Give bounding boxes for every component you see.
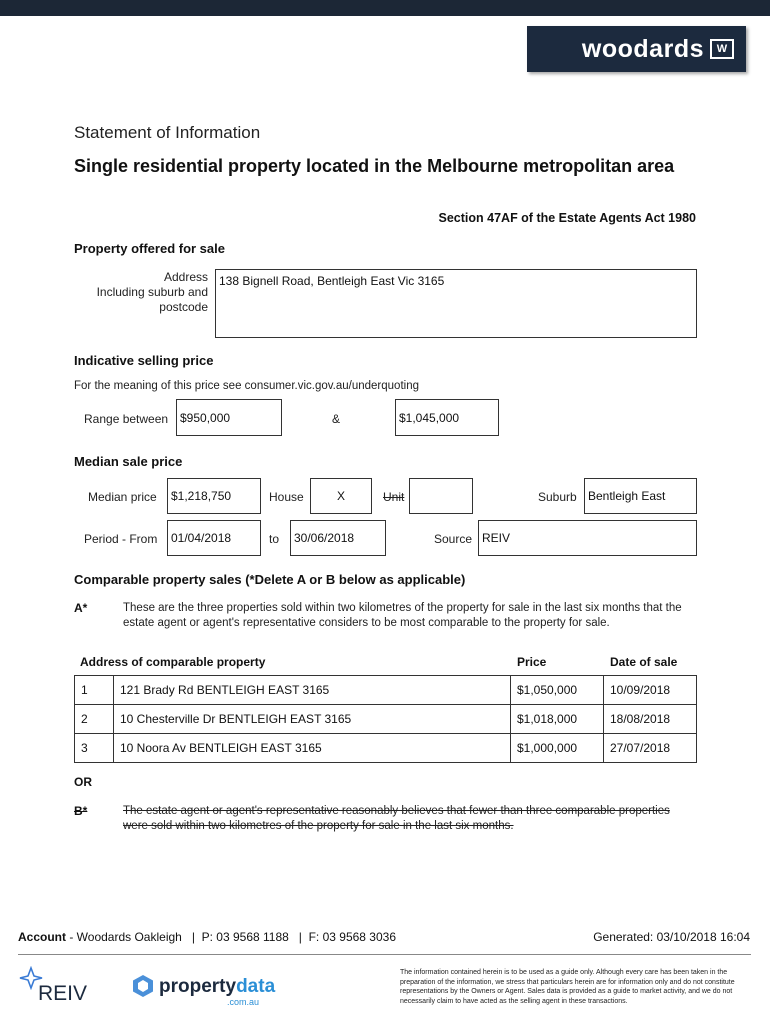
page-title: Single residential property located in the Melbourne metropolitan area	[74, 156, 675, 176]
period-to-label: to	[269, 532, 280, 546]
row-number: 3	[75, 734, 114, 763]
median-price-label: Median price	[88, 490, 157, 504]
or-label: OR	[74, 775, 92, 789]
woodards-logo	[527, 26, 746, 72]
option-b-text: The estate agent or agent's representative reasonably believes that fewer than three comparable properties were sold within two kilometres of the property for sale in the last six months.	[123, 805, 670, 832]
address-label: Address Including suburb and postcode	[96, 270, 208, 314]
source-label: Source	[434, 532, 473, 546]
row-date: 27/07/2018	[604, 734, 697, 763]
row-address: 10 Chesterville Dr BENTLEIGH EAST 3165	[114, 705, 511, 734]
period-from-field[interactable]: 01/04/2018	[167, 520, 261, 556]
footer-divider	[18, 954, 751, 955]
account-details: - Woodards Oakleigh | P: 03 9568 1188 | F: 03 9568 3036	[66, 930, 396, 944]
unit-field[interactable]	[409, 478, 473, 514]
col-address-header: Address of comparable property	[80, 655, 266, 669]
option-a-label: A*	[74, 601, 88, 615]
row-number: 1	[75, 676, 114, 705]
account-label: Account	[18, 930, 66, 944]
row-address: 121 Brady Rd BENTLEIGH EAST 3165	[114, 676, 511, 705]
row-price: $1,000,000	[511, 734, 604, 763]
propertydata-text: propertydata	[159, 976, 276, 997]
row-date: 18/08/2018	[604, 705, 697, 734]
propertydata-logo	[131, 972, 276, 1008]
comparable-table	[74, 675, 697, 763]
row-number: 2	[75, 705, 114, 734]
unit-label: Unit	[383, 490, 405, 504]
col-price-header: Price	[517, 655, 547, 669]
table-row	[75, 734, 697, 763]
disclaimer-text: The information contained herein is to be used as a guide only. Although every care has been taken in the preparation of the information, we stress that particulars herein are for information only and do not constitute representations by the Owners or Agent. Sales data is provided as a guide to market activity, and we do not necessarily claim to have acted as the selling agent in these transactions.	[400, 969, 735, 1005]
price-high-field[interactable]: $1,045,000	[395, 399, 499, 436]
option-b-label: B*	[74, 804, 88, 818]
option-a-text: These are the three properties sold within two kilometres of the property for sale in the last six months that the estate agent or agent's representative considers to be most comparable to the property for sale.	[123, 602, 682, 629]
range-ampersand: &	[332, 412, 341, 426]
logo-text: woodards	[581, 34, 704, 63]
address-field[interactable]: 138 Bignell Road, Bentleigh East Vic 3165	[215, 269, 697, 338]
top-bar	[0, 0, 770, 16]
account-info	[18, 930, 396, 944]
row-price: $1,050,000	[511, 676, 604, 705]
propertydata-domain: .com.au	[227, 997, 260, 1007]
generated-timestamp: Generated: 03/10/2018 16:04	[593, 930, 750, 944]
period-to-field[interactable]: 30/06/2018	[290, 520, 386, 556]
logo-mark-icon: W	[710, 39, 734, 59]
median-heading: Median sale price	[74, 454, 183, 469]
reiv-logo	[18, 966, 93, 1006]
comparable-heading: Comparable property sales (*Delete A or B below as applicable)	[74, 572, 466, 587]
source-field[interactable]: REIV	[478, 520, 697, 556]
period-label: Period - From	[84, 532, 158, 546]
median-price-field[interactable]: $1,218,750	[167, 478, 261, 514]
row-date: 10/09/2018	[604, 676, 697, 705]
row-address: 10 Noora Av BENTLEIGH EAST 3165	[114, 734, 511, 763]
range-label: Range between	[84, 412, 169, 426]
propertydata-hex-icon	[131, 974, 155, 998]
price-low-field[interactable]: $950,000	[176, 399, 282, 436]
row-price: $1,018,000	[511, 705, 604, 734]
house-field[interactable]: X	[310, 478, 372, 514]
underquoting-note: For the meaning of this price see consumer.vic.gov.au/underquoting	[74, 380, 419, 392]
act-reference: Section 47AF of the Estate Agents Act 1980	[438, 211, 696, 225]
indicative-heading: Indicative selling price	[74, 353, 214, 368]
property-heading: Property offered for sale	[74, 241, 225, 256]
table-row	[75, 705, 697, 734]
col-date-header: Date of sale	[610, 655, 678, 669]
house-label: House	[269, 490, 304, 504]
reiv-text: REIV	[38, 982, 88, 1005]
statement-heading: Statement of Information	[74, 123, 261, 142]
suburb-field[interactable]: Bentleigh East	[584, 478, 697, 514]
suburb-label: Suburb	[538, 490, 577, 504]
table-row	[75, 676, 697, 705]
